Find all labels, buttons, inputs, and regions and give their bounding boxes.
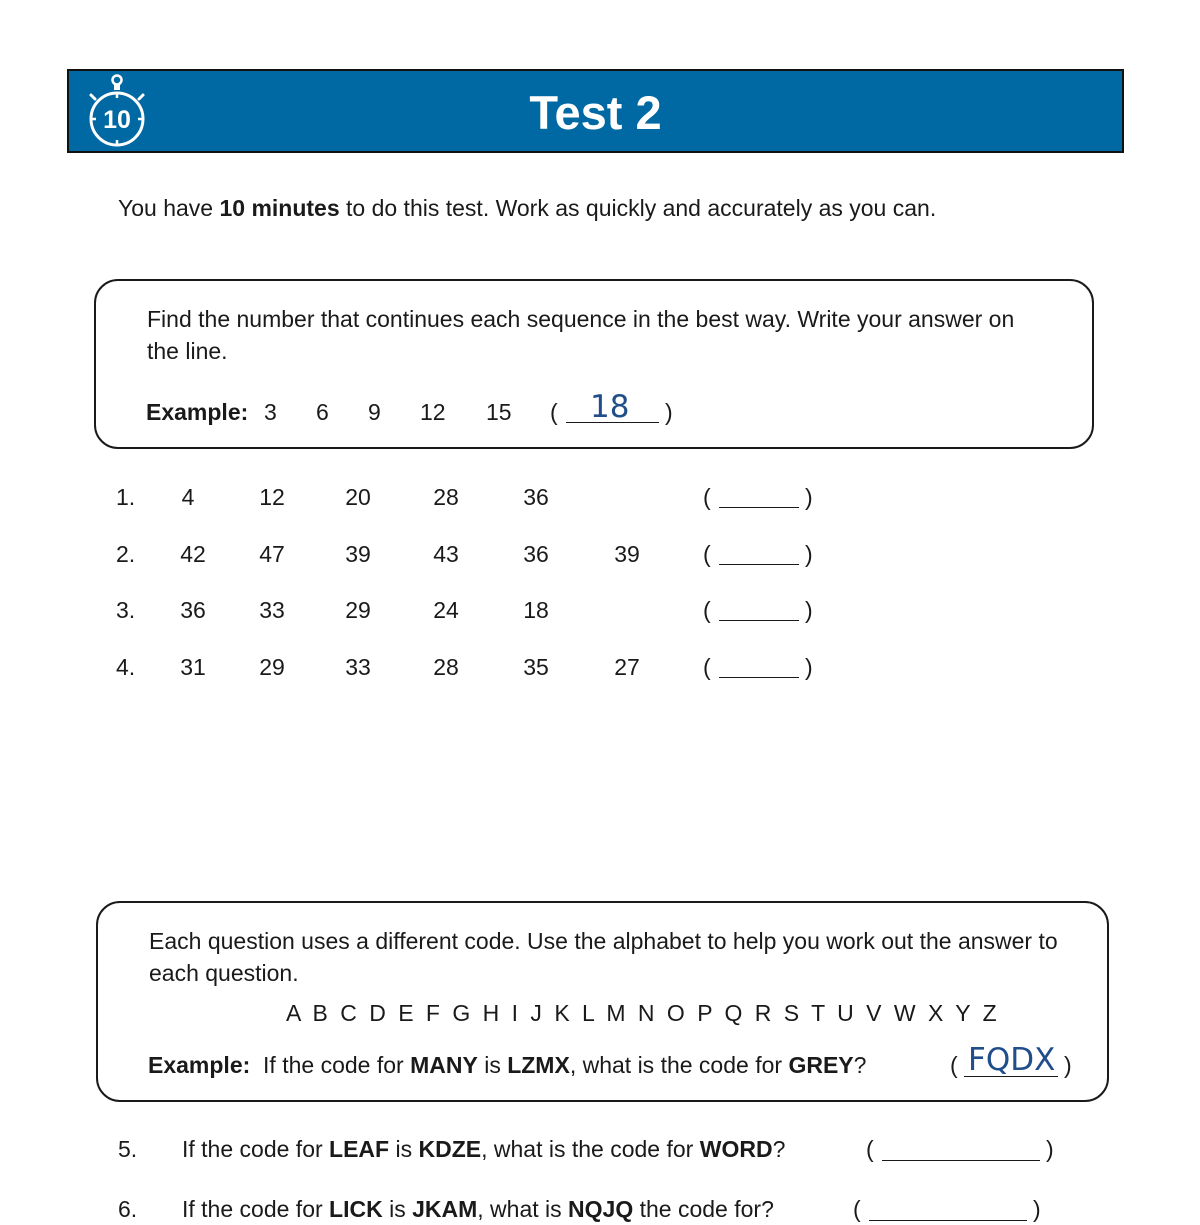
open-paren: ( xyxy=(703,484,711,510)
close-paren: ) xyxy=(805,597,813,623)
question-row xyxy=(0,539,1200,569)
close-paren: ) xyxy=(805,654,813,680)
question-row xyxy=(0,595,1200,625)
answer-line[interactable] xyxy=(719,507,799,508)
sequence-term: 28 xyxy=(433,484,459,510)
example-term: 15 xyxy=(486,399,512,425)
example-answer: 18 xyxy=(590,389,630,425)
question-row xyxy=(0,652,1200,682)
answer-line[interactable] xyxy=(869,1220,1027,1221)
example-term: 12 xyxy=(420,399,446,425)
page-title: Test 2 xyxy=(529,86,662,139)
sequence-term: 36 xyxy=(523,541,549,567)
answer-line[interactable] xyxy=(719,620,799,621)
timer-minutes: 10 xyxy=(103,106,131,134)
sequence-term: 24 xyxy=(433,597,459,623)
close-paren: ) xyxy=(1046,1136,1054,1162)
open-paren: ( xyxy=(703,597,711,623)
close-paren: ) xyxy=(1064,1052,1072,1078)
question-number: 1. xyxy=(116,484,136,510)
example-term: 3 xyxy=(264,399,277,425)
example-label: Example: xyxy=(146,399,249,425)
open-paren: ( xyxy=(703,541,711,567)
sequence-term: 29 xyxy=(345,597,371,623)
alphabet-strip: A B C D E F G H I J K L M N O P Q R S T U V W X Y Z xyxy=(286,1000,1000,1026)
code-example-answer: FQDX xyxy=(968,1042,1056,1078)
sequence-term: 4 xyxy=(181,484,195,510)
sequence-term: 35 xyxy=(523,654,549,680)
title-banner xyxy=(67,69,1124,153)
intro-text: You have 10 minutes to do this test. Work as quickly and accurately as you can. xyxy=(118,195,937,221)
sequence-term: 43 xyxy=(433,541,459,567)
sequence-term: 36 xyxy=(180,597,206,623)
open-paren: ( xyxy=(550,399,558,425)
code-instruction: Each question uses a different code. Use the alphabet to help you work out the answer to each question. xyxy=(149,928,1058,986)
close-paren: ) xyxy=(1033,1196,1041,1222)
sequence-term: 27 xyxy=(614,654,640,680)
sequence-term: 36 xyxy=(523,484,549,510)
sequence-term: 29 xyxy=(259,654,285,680)
question-number: 6. xyxy=(118,1196,138,1222)
sequence-term: 18 xyxy=(523,597,549,623)
answer-line[interactable] xyxy=(719,677,799,678)
sequence-term: 42 xyxy=(180,541,206,567)
question-number: 5. xyxy=(118,1136,138,1162)
sequence-term: 31 xyxy=(180,654,206,680)
sequence-term: 33 xyxy=(345,654,371,680)
example-term: 9 xyxy=(368,399,381,425)
question-number: 4. xyxy=(116,654,136,680)
code-question: If the code for LICK is JKAM, what is NQJQ the code for? xyxy=(182,1196,774,1222)
sequence-term: 39 xyxy=(614,541,640,567)
code-example-sentence: Example: If the code for MANY is LZMX, what is the code for GREY? xyxy=(148,1052,867,1078)
sequence-term: 12 xyxy=(259,484,285,510)
sequence-term: 28 xyxy=(433,654,459,680)
question-number: 2. xyxy=(116,541,136,567)
sequence-term: 33 xyxy=(259,597,285,623)
open-paren: ( xyxy=(853,1196,861,1222)
question-number: 3. xyxy=(116,597,136,623)
close-paren: ) xyxy=(805,484,813,510)
code-question: If the code for LEAF is KDZE, what is the code for WORD? xyxy=(182,1136,786,1162)
answer-line[interactable] xyxy=(719,564,799,565)
open-paren: ( xyxy=(950,1052,958,1078)
open-paren: ( xyxy=(703,654,711,680)
sequence-term: 47 xyxy=(259,541,285,567)
example-term: 6 xyxy=(316,399,329,425)
sequence-term: 20 xyxy=(345,484,371,510)
close-paren: ) xyxy=(665,399,673,425)
question-row xyxy=(0,482,1200,512)
sequence-instruction: Find the number that continues each sequence in the best way. Write your answer on the line. xyxy=(147,306,1015,364)
close-paren: ) xyxy=(805,541,813,567)
sequence-term: 39 xyxy=(345,541,371,567)
open-paren: ( xyxy=(866,1136,874,1162)
answer-line[interactable] xyxy=(882,1160,1040,1161)
